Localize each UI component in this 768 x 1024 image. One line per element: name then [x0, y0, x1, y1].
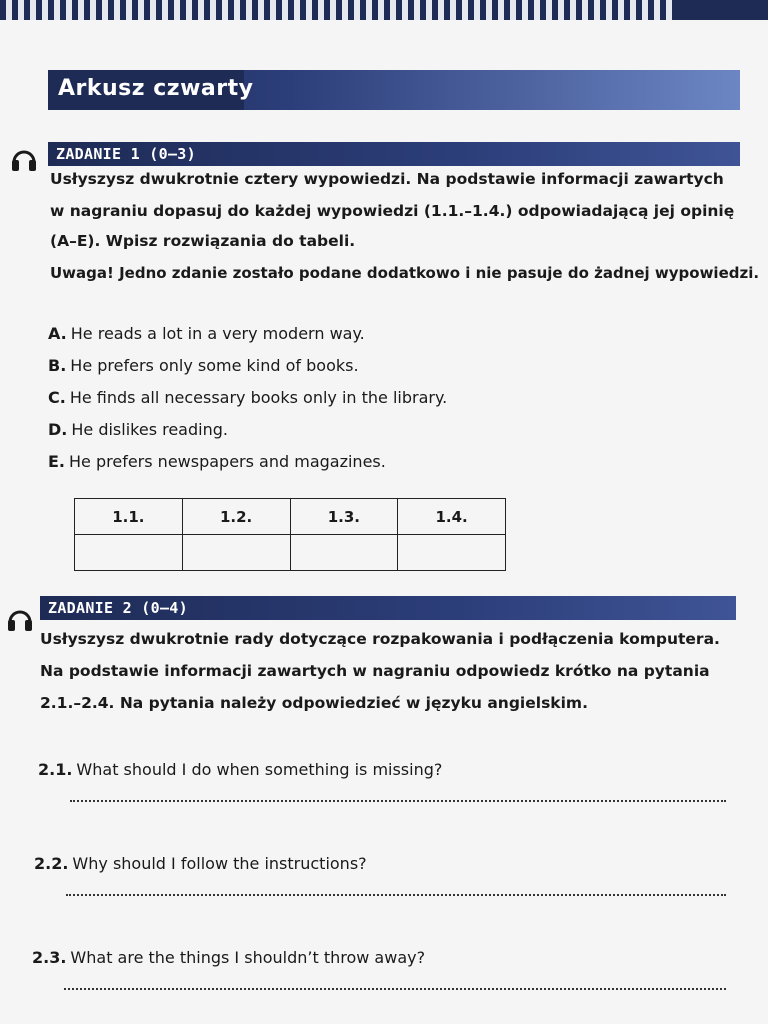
task2-instruction-line: 2.1.–2.4. Na pytania należy odpowiedzieć w języku angielskim. [40, 694, 588, 712]
answer-table-answer-row [75, 535, 506, 571]
option-a [48, 324, 365, 344]
answer-line-2-2[interactable] [66, 894, 726, 896]
answer-table-header-cell: 1.1. [75, 499, 183, 535]
answer-cell-1-4[interactable] [398, 535, 506, 571]
option-text: He dislikes reading. [71, 420, 228, 439]
page-top-decoration [0, 0, 768, 22]
option-text: He finds all necessary books only in the library. [69, 388, 448, 407]
answer-table-header-cell: 1.2. [182, 499, 290, 535]
question-2-2 [34, 854, 367, 874]
task2-instruction-line: Usłyszysz dwukrotnie rady dotyczące rozpakowania i podłączenia komputera. [40, 630, 720, 648]
sheet-title: Arkusz czwarty [58, 76, 254, 101]
headphones-icon [6, 606, 34, 632]
option-text: He reads a lot in a very modern way. [70, 324, 365, 343]
question-2-3 [32, 948, 425, 968]
answer-table-header-cell: 1.3. [290, 499, 398, 535]
option-letter: E. [48, 452, 66, 471]
task2-header-bar [40, 596, 736, 620]
task2-instruction-line: Na podstawie informacji zawartych w nagraniu odpowiedz krótko na pytania [40, 662, 710, 680]
question-2-1 [38, 760, 442, 780]
option-b [48, 356, 359, 376]
option-e [48, 452, 386, 472]
option-c [48, 388, 447, 408]
answer-cell-1-2[interactable] [182, 535, 290, 571]
answer-cell-1-1[interactable] [75, 535, 183, 571]
headphones-icon [10, 146, 38, 172]
answer-cell-1-3[interactable] [290, 535, 398, 571]
question-number: 2.2. [34, 854, 69, 873]
question-number: 2.1. [38, 760, 73, 779]
task1-note: Uwaga! Jedno zdanie zostało podane dodatkowo i nie pasuje do żadnej wypowiedzi. [50, 264, 760, 282]
task1-instruction-line: Usłyszysz dwukrotnie cztery wypowiedzi. Na podstawie informacji zawartych [50, 170, 724, 188]
option-letter: D. [48, 420, 68, 439]
question-text: Why should I follow the instructions? [72, 854, 367, 873]
answer-line-2-1[interactable] [70, 800, 726, 802]
answer-table-header-row [75, 499, 506, 535]
answer-line-2-3[interactable] [64, 988, 726, 990]
task1-instruction-line: (A–E). Wpisz rozwiązania do tabeli. [50, 232, 356, 250]
task2-header: ZADANIE 2 (0–4) [48, 599, 188, 617]
option-letter: A. [48, 324, 67, 343]
task1-header: ZADANIE 1 (0–3) [56, 145, 196, 163]
question-text: What are the things I shouldn’t throw away? [70, 948, 426, 967]
sheet-header-bar [48, 70, 740, 110]
option-letter: B. [48, 356, 67, 375]
option-text: He prefers newspapers and magazines. [69, 452, 386, 471]
option-text: He prefers only some kind of books. [70, 356, 359, 375]
task1-instruction-line: w nagraniu dopasuj do każdej wypowiedzi (1.1.–1.4.) odpowiadającą jej opinię [50, 202, 735, 220]
answer-table [74, 498, 506, 571]
answer-table-header-cell: 1.4. [398, 499, 506, 535]
option-d [48, 420, 228, 440]
question-number: 2.3. [32, 948, 67, 967]
question-text: What should I do when something is missing? [76, 760, 443, 779]
option-letter: C. [48, 388, 66, 407]
task1-header-bar [48, 142, 740, 166]
